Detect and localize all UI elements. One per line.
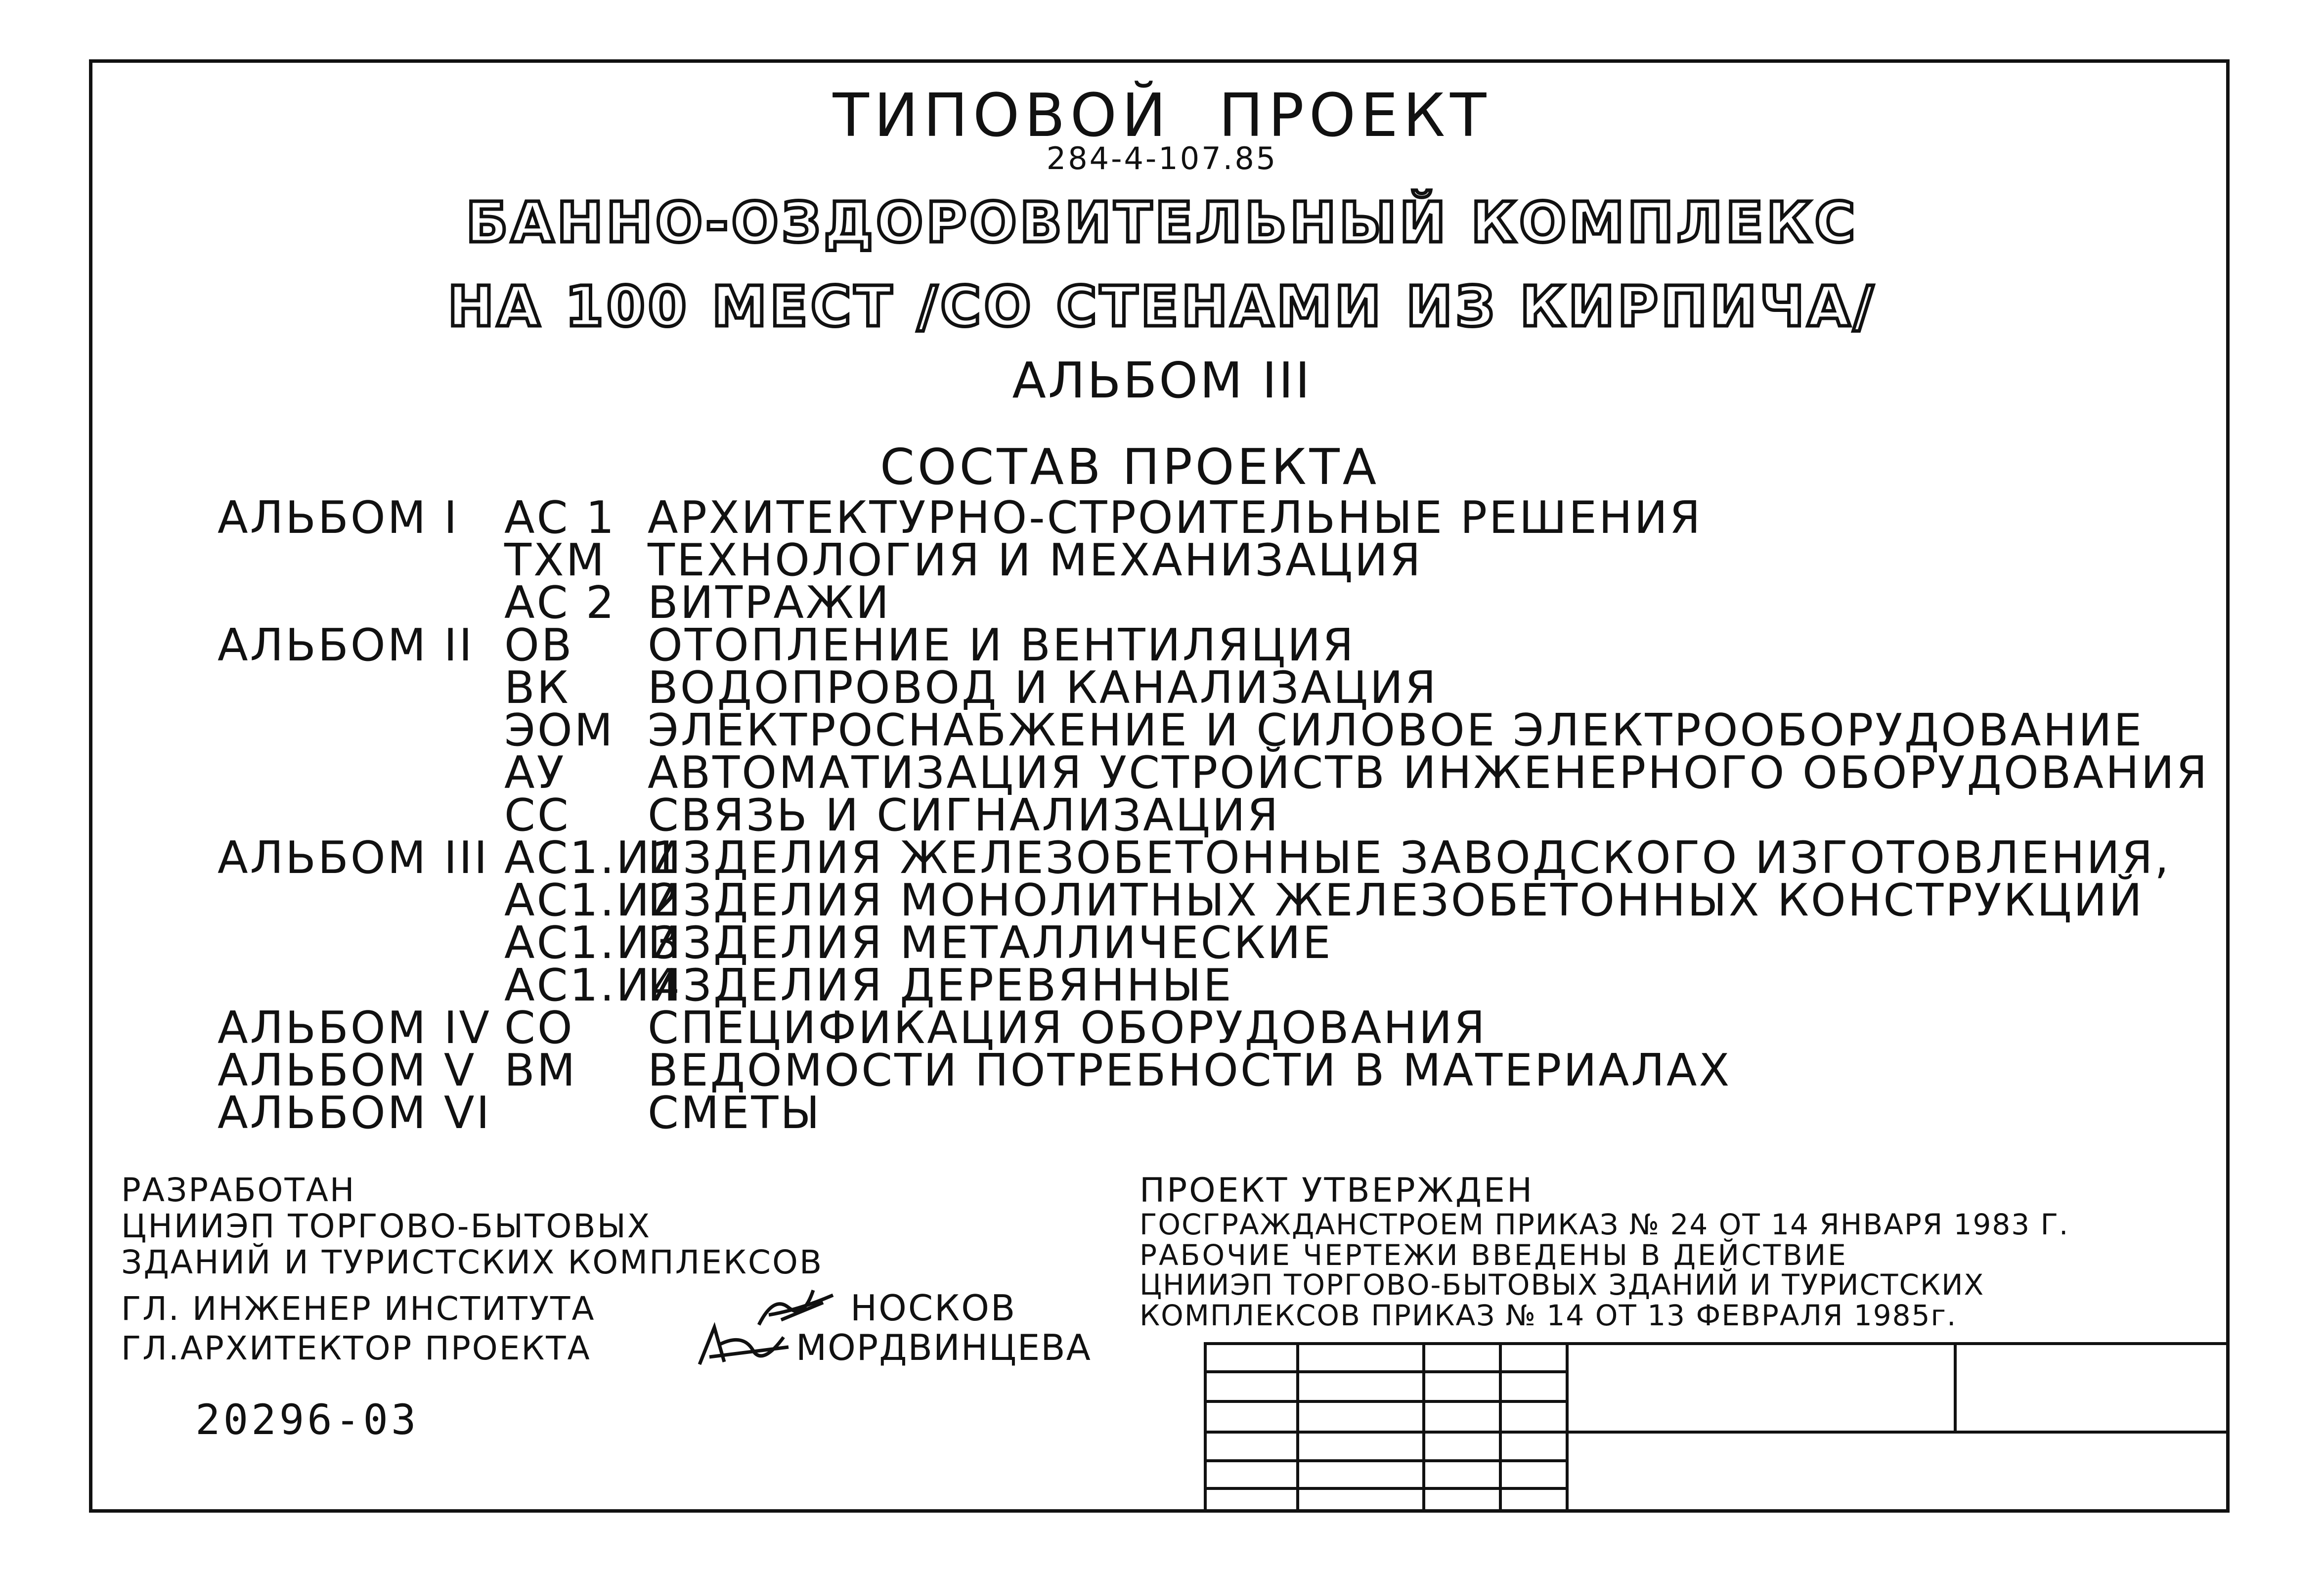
section-description: ВИТРАЖИ <box>648 577 891 629</box>
chief-architect-signature <box>695 1317 793 1373</box>
section-description: СВЯЗЬ И СИГНАЛИЗАЦИЯ <box>648 789 1280 841</box>
album-number: АЛЬБОМ IV <box>218 1002 491 1054</box>
archive-number: 20296-03 <box>195 1396 419 1444</box>
page-title: ТИПОВОЙ ПРОЕКТ <box>833 82 1491 150</box>
title-block-stamp <box>1204 1342 2230 1513</box>
developer-org-line1: ЦНИИЭП ТОРГОВО-БЫТОВЫХ <box>121 1207 652 1245</box>
section-code: ВМ <box>504 1045 577 1096</box>
project-number: 284-4-107.85 <box>1046 140 1278 176</box>
section-description: ИЗДЕЛИЯ ДЕРЕВЯННЫЕ <box>648 959 1233 1011</box>
section-code: АС1.И2 <box>504 874 682 926</box>
section-code: ТХМ <box>504 534 607 586</box>
album-number: АЛЬБОМ II <box>218 619 474 671</box>
project-name-line1: БАННО-ОЗДОРОВИТЕЛЬНЫЙ КОМПЛЕКС <box>466 191 1858 255</box>
section-description: АРХИТЕКТУРНО-СТРОИТЕЛЬНЫЕ РЕШЕНИЯ <box>648 492 1703 544</box>
section-description: ЭЛЕКТРОСНАБЖЕНИЕ И СИЛОВОЕ ЭЛЕКТРООБОРУДОВАНИЕ <box>648 704 2144 756</box>
approval-line3: РАБОЧИЕ ЧЕРТЕЖИ ВВЕДЕНЫ В ДЕЙСТВИЕ <box>1140 1238 1848 1272</box>
chief-engineer-title: ГЛ. ИНЖЕНЕР ИНСТИТУТА <box>121 1290 596 1328</box>
album-number: АЛЬБОМ I <box>218 492 459 544</box>
chief-engineer-name: НОСКОВ <box>850 1287 1017 1329</box>
contents-heading: СОСТАВ ПРОЕКТА <box>880 438 1380 496</box>
approval-line2: ГОСГРАЖДАНСТРОЕМ ПРИКАЗ № 24 ОТ 14 ЯНВАРЯ 1983 Г. <box>1140 1208 2069 1241</box>
section-code: АС1.И1 <box>504 832 682 884</box>
section-description: СМЕТЫ <box>648 1087 822 1139</box>
section-description: ОТОПЛЕНИЕ И ВЕНТИЛЯЦИЯ <box>648 619 1356 671</box>
project-name-line2: НА 100 МЕСТ /СО СТЕНАМИ ИЗ КИРПИЧА/ <box>447 275 1877 339</box>
section-code: ВК <box>504 662 570 714</box>
section-description: ТЕХНОЛОГИЯ И МЕХАНИЗАЦИЯ <box>648 534 1423 586</box>
section-code: АС1.И3 <box>504 917 682 969</box>
album-number: АЛЬБОМ III <box>218 832 489 884</box>
section-code: АС1.И4 <box>504 959 682 1011</box>
developer-label: РАЗРАБОТАН <box>121 1171 356 1209</box>
section-code: ОВ <box>504 619 574 671</box>
section-description: ИЗДЕЛИЯ МОНОЛИТНЫХ ЖЕЛЕЗОБЕТОННЫХ КОНСТРУКЦИЙ <box>648 874 2144 926</box>
section-code: АС 2 <box>504 577 616 629</box>
chief-architect-title: ГЛ.АРХИТЕКТОР ПРОЕКТА <box>121 1329 591 1367</box>
album-label: АЛЬБОМ III <box>1012 351 1312 409</box>
approval-line1: ПРОЕКТ УТВЕРЖДЕН <box>1140 1171 1535 1210</box>
section-description: ВОДОПРОВОД И КАНАЛИЗАЦИЯ <box>648 662 1438 714</box>
section-description: ИЗДЕЛИЯ ЖЕЛЕЗОБЕТОННЫЕ ЗАВОДСКОГО ИЗГОТОВЛЕНИЯ, <box>648 832 2171 884</box>
section-code: АС 1 <box>504 492 616 544</box>
album-number: АЛЬБОМ V <box>218 1045 477 1096</box>
developer-org-line2: ЗДАНИЙ И ТУРИСТСКИХ КОМПЛЕКСОВ <box>121 1243 824 1281</box>
section-description: АВТОМАТИЗАЦИЯ УСТРОЙСТВ ИНЖЕНЕРНОГО ОБОРУДОВАНИЯ <box>648 747 2209 799</box>
section-code: СС <box>504 789 570 841</box>
section-code: СО <box>504 1002 574 1054</box>
approval-line5: КОМПЛЕКСОВ ПРИКАЗ № 14 ОТ 13 ФЕВРАЛЯ 1985г. <box>1140 1299 1957 1332</box>
approval-line4: ЦНИИЭП ТОРГОВО-БЫТОВЫХ ЗДАНИЙ И ТУРИСТСКИХ <box>1140 1268 1985 1302</box>
section-code: ЭОМ <box>504 704 615 756</box>
section-description: ВЕДОМОСТИ ПОТРЕБНОСТИ В МАТЕРИАЛАХ <box>648 1045 1732 1096</box>
section-description: ИЗДЕЛИЯ МЕТАЛЛИЧЕСКИЕ <box>648 917 1333 969</box>
album-number: АЛЬБОМ VI <box>218 1087 491 1139</box>
chief-architect-name: МОРДВИНЦЕВА <box>796 1327 1092 1368</box>
section-description: СПЕЦИФИКАЦИЯ ОБОРУДОВАНИЯ <box>648 1002 1487 1054</box>
section-code: АУ <box>504 747 566 799</box>
